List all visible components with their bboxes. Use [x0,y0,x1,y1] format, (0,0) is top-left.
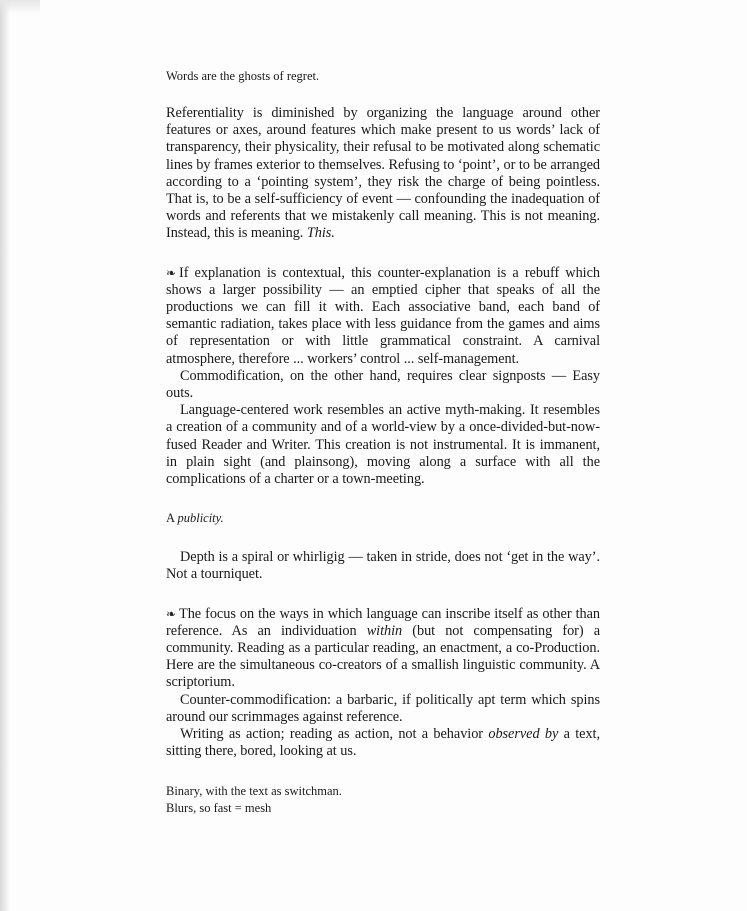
fleuron-icon: ❧ [166,265,177,280]
fleuron-icon: ❧ [166,606,177,621]
paragraph-writing-as-action: Writing as action; reading as action, not a behavior observed by a text, sitting there, bored, looking at us. [166,726,600,760]
paragraph-referentiality-text: Referentiality is diminished by organizing the language around other features or axes, around features which make present to us words’ lack of transparency, their physicality, their refusal to be motivated along schematic lines by frames exterior to themselves. Refusing to ‘point’, or to be arranged according to a ‘pointing system’, they risk the charge of being pointless. That is, to be a self-sufficiency of event — confounding the inadequation of words and referents that we mistakenly call meaning. This is not meaning. Instead, this is meaning. [166,105,600,242]
scan-corner-shadow [0,0,40,14]
aside-publicity: A publicity. [166,511,224,526]
paragraph-focus: ❧ The focus on the ways in which language can inscribe itself as other than reference. As an individuation within (but not compensating for) a community. Reading as a particular reading, an enactment, a co-Production. Here are the simultaneous co-creators of a smallish linguistic community. A scriptorium. [166,605,600,691]
paragraph-depth: Depth is a spiral or whirligig — taken in stride, does not ‘get in the way’. Not a tourniquet. [166,549,600,583]
paragraph-referentiality-italic: This. [306,225,335,242]
text-column [166,68,600,817]
coda-line-2: Blurs, so fast = mesh [166,800,272,815]
paragraph-explanation: ❧ If explanation is contextual, this counter-explanation is a rebuff which shows a larger possibility — an emptied cipher that speaks of all the productions we can fill it with. Each associative band, each band of semantic radiation, takes place with less guidance from the games and aims of representation or with little grammatical constraint. A carnival atmosphere, therefore ... workers’ control ... self-management. [166,264,600,367]
epigraph: Words are the ghosts of regret. [166,69,320,83]
paragraph-counter-commodification: Counter-commodification: a barbaric, if politically apt term which spins around our scrimmages against reference. [166,691,600,725]
paragraph-referentiality [166,105,600,243]
paragraph-language-centered: Language-centered work resembles an active myth-making. It resembles a creation of a community and of a world-view by a once-divided-but-now-fused Reader and Writer. This creation is not instrumental. It is immanent, in plain sight (and plainsong), moving along a surface with all the complications of a charter or a town-meeting. [166,402,600,488]
paragraph-commodification: Commodification, on the other hand, requires clear signposts — Easy outs. [166,367,600,402]
coda-line-1: Binary, with the text as switchman. [166,783,342,798]
scan-shadow [0,0,10,911]
